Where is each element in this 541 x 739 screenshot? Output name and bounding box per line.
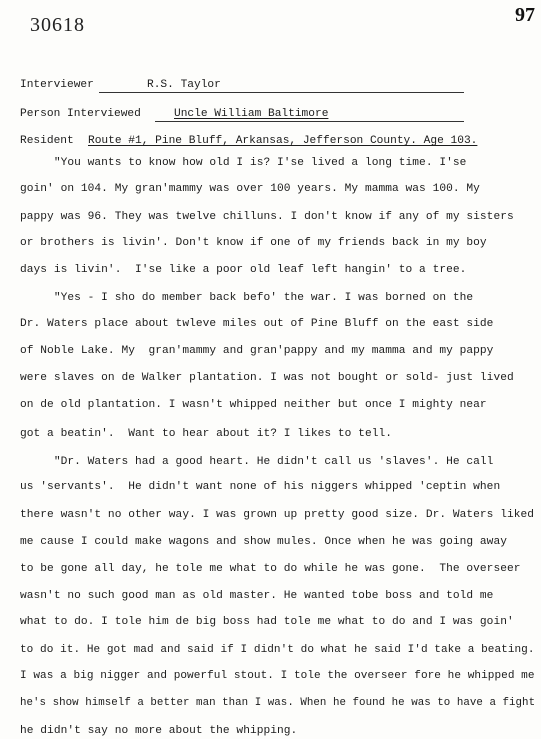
- interviewer-field: [20, 79, 94, 91]
- body-line: days is livin'. I'se like a poor old leaf left hangin' to a tree.: [20, 264, 467, 276]
- body-line: or brothers is livin'. Don't know if one of my friends back in my boy: [20, 237, 487, 249]
- body-line: on de old plantation. I wasn't whipped neither but once I mighty near: [20, 399, 487, 411]
- resident-value: [88, 135, 477, 147]
- interviewer-label: Interviewer: [20, 79, 94, 91]
- resident-label: Resident: [20, 135, 74, 147]
- interviewer-rule: [99, 92, 464, 93]
- body-line: got a beatin'. Want to hear about it? I likes to tell.: [20, 428, 392, 440]
- person-value: Uncle William Baltimore: [174, 108, 329, 120]
- body-line: of Noble Lake. My gran'mammy and gran'pappy and my mamma and my pappy: [20, 345, 494, 357]
- person-label: Person Interviewed: [20, 108, 141, 120]
- page-number: 97: [515, 4, 535, 26]
- body-line: to be gone all day, he tole me what to do while he was gone. The overseer: [20, 563, 521, 575]
- body-line: us 'servants'. He didn't want none of his niggers whipped 'ceptin when: [20, 481, 501, 493]
- resident-field: [20, 135, 74, 147]
- body-line: he's show himself a better man than I was. When he found he was to have a fight: [20, 697, 536, 709]
- person-field: [20, 108, 141, 120]
- body-line: me cause I could make wagons and show mules. Once when he was going away: [20, 536, 507, 548]
- body-line: he didn't say no more about the whipping.: [20, 725, 298, 737]
- body-line: what to do. I tole him de big boss had tole me what to do and I was goin': [20, 616, 514, 628]
- body-line: "You wants to know how old I is? I'se lived a long time. I'se: [20, 157, 467, 169]
- document-number: 30618: [30, 14, 85, 36]
- body-line: I was a big nigger and powerful stout. I tole the overseer fore he whipped me: [20, 670, 535, 682]
- body-line: goin' on 104. My gran'mammy was over 100 years. My mamma was 100. My: [20, 183, 480, 195]
- body-line: wasn't no such good man as old master. He wanted tobe boss and told me: [20, 590, 494, 602]
- person-rule: [155, 121, 464, 122]
- body-line: were slaves on de Walker plantation. I was not bought or sold- just lived: [20, 372, 514, 384]
- body-line: "Dr. Waters had a good heart. He didn't call us 'slaves'. He call: [20, 456, 494, 468]
- interviewer-value: R.S. Taylor: [147, 79, 221, 91]
- body-line: Dr. Waters place about twleve miles out of Pine Bluff on the east side: [20, 318, 494, 330]
- body-line: "Yes - I sho do member back befo' the war. I was borned on the: [20, 292, 474, 304]
- body-line: to do it. He got mad and said if I didn't do what he said I'd take a beating.: [20, 644, 535, 656]
- body-line: there wasn't no other way. I was grown up pretty good size. Dr. Waters liked: [20, 509, 535, 521]
- body-line: pappy was 96. They was twelve chilluns. I don't know if any of my sisters: [20, 211, 514, 223]
- resident-value-text: Route #1, Pine Bluff, Arkansas, Jefferson County. Age 103.: [88, 135, 478, 147]
